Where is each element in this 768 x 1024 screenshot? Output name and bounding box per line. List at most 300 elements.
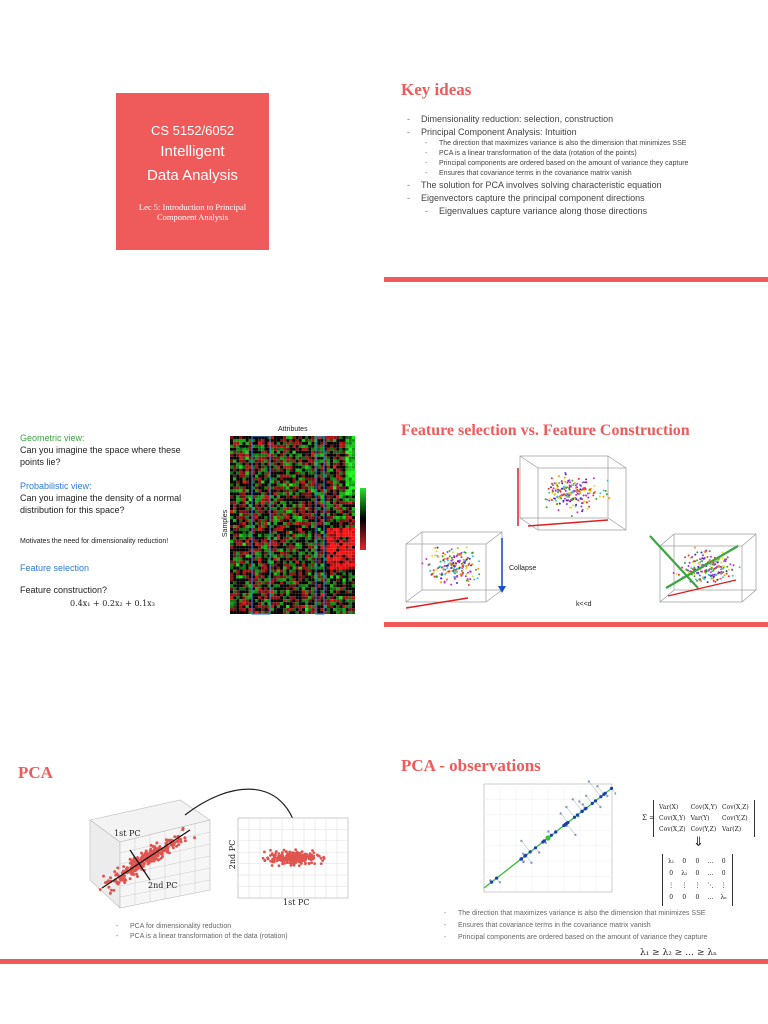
heatmap-cell: [299, 448, 302, 451]
data-point: [434, 547, 436, 549]
heatmap-cell: [277, 611, 280, 614]
data-point: [262, 857, 265, 860]
heatmap-cell: [343, 469, 346, 472]
heatmap-cell: [339, 498, 342, 501]
heatmap-cell: [308, 454, 311, 457]
heatmap-cell: [305, 561, 308, 564]
heatmap-cell: [283, 448, 286, 451]
matrix-cell: …: [707, 894, 714, 901]
heatmap-cell: [330, 513, 333, 516]
heatmap-cell: [308, 475, 311, 478]
heatmap-cell: [286, 525, 289, 528]
data-point: [733, 564, 735, 566]
heatmap-cell: [318, 525, 321, 528]
heatmap-cell: [283, 581, 286, 584]
heatmap-cell: [246, 460, 249, 463]
heatmap-cell: [271, 581, 274, 584]
data-point: [173, 835, 176, 838]
heatmap-cell: [343, 463, 346, 466]
heatmap-cell: [274, 596, 277, 599]
heatmap-cell: [233, 555, 236, 558]
data-point: [592, 494, 594, 496]
data-point: [588, 780, 590, 782]
heatmap-cell: [327, 599, 330, 602]
heatmap-cell: [339, 436, 342, 439]
heatmap-cell: [311, 608, 314, 611]
heatmap-cell: [293, 599, 296, 602]
heatmap-cell: [230, 495, 233, 498]
heatmap-cell: [264, 596, 267, 599]
heatmap-cell: [264, 448, 267, 451]
heatmap-cell: [299, 463, 302, 466]
heatmap-cell: [280, 584, 283, 587]
data-point: [129, 877, 132, 880]
heatmap-cell: [346, 546, 349, 549]
projected-point: [591, 802, 594, 805]
heatmap-cell: [305, 519, 308, 522]
heatmap-cell: [352, 507, 355, 510]
heatmap-cell: [271, 584, 274, 587]
heatmap-cell: [274, 478, 277, 481]
heatmap-cell: [318, 534, 321, 537]
heatmap-cell: [321, 460, 324, 463]
heatmap-cell: [236, 460, 239, 463]
matrix-cell: Cov(X,Y): [659, 815, 686, 822]
heatmap-cell: [283, 605, 286, 608]
heatmap-cell: [299, 522, 302, 525]
matrix-cell: 0: [669, 894, 674, 901]
pca-bullets: [116, 922, 356, 942]
heatmap-cell: [321, 572, 324, 575]
heatmap-cell: [236, 578, 239, 581]
heatmap-cell: [243, 516, 246, 519]
heatmap-cell: [293, 504, 296, 507]
heatmap-cell: [293, 584, 296, 587]
data-point: [451, 566, 453, 568]
data-point: [566, 493, 568, 495]
data-point: [585, 795, 587, 797]
heatmap-cell: [321, 581, 324, 584]
heatmap-cell: [233, 531, 236, 534]
heatmap-cell: [349, 587, 352, 590]
heatmap-cell: [308, 528, 311, 531]
data-point: [182, 827, 185, 830]
data-point: [586, 508, 588, 510]
heatmap-cell: [349, 575, 352, 578]
data-point: [530, 862, 532, 864]
data-point: [446, 578, 448, 580]
heatmap-cell: [349, 486, 352, 489]
axis-2nd-pc: 2nd PC: [228, 839, 238, 870]
heatmap-cell: [283, 519, 286, 522]
heatmap-cell: [289, 540, 292, 543]
heatmap-cell: [280, 570, 283, 573]
heatmap-cell: [255, 528, 258, 531]
heatmap-cell: [299, 531, 302, 534]
heatmap-cell: [327, 602, 330, 605]
heatmap-cell: [299, 567, 302, 570]
heatmap-cell: [230, 611, 233, 614]
heatmap-cell: [327, 504, 330, 507]
heatmap-cell: [308, 460, 311, 463]
heatmap-cell: [271, 463, 274, 466]
heatmap-cell: [305, 564, 308, 567]
heatmap-cell: [246, 463, 249, 466]
heatmap-cell: [246, 516, 249, 519]
heatmap-cell: [349, 570, 352, 573]
heatmap-cell: [271, 436, 274, 439]
data-point: [459, 573, 461, 575]
heatmap-cell: [333, 445, 336, 448]
heatmap-cell: [352, 498, 355, 501]
heatmap-cell: [336, 445, 339, 448]
heatmap-cell: [305, 504, 308, 507]
heatmap-cell: [296, 528, 299, 531]
heatmap-cell: [311, 599, 314, 602]
matrix-cell: ⋱: [707, 882, 714, 889]
heatmap-cell: [246, 492, 249, 495]
data-point: [728, 575, 730, 577]
heatmap-cell: [308, 489, 311, 492]
heatmap-cell: [339, 472, 342, 475]
heatmap-cell: [258, 513, 261, 516]
heatmap-cell: [311, 567, 314, 570]
heatmap-cell: [280, 602, 283, 605]
heatmap-cell: [280, 457, 283, 460]
data-point: [571, 515, 573, 517]
heatmap-cell: [239, 522, 242, 525]
heatmap-cell: [311, 489, 314, 492]
heatmap-cell: [274, 555, 277, 558]
heatmap-cell: [236, 596, 239, 599]
heatmap-cell: [264, 584, 267, 587]
data-point: [547, 830, 549, 832]
heatmap-cell: [308, 463, 311, 466]
heatmap-cell: [261, 605, 264, 608]
heatmap-cell: [330, 587, 333, 590]
heatmap-cell: [264, 608, 267, 611]
heatmap-cell: [230, 540, 233, 543]
heatmap-cell: [243, 558, 246, 561]
heatmap-cell: [333, 590, 336, 593]
heatmap-cell: [333, 483, 336, 486]
heatmap-cell: [233, 489, 236, 492]
data-point: [311, 849, 314, 852]
heatmap-cell: [258, 489, 261, 492]
heatmap-cell: [283, 489, 286, 492]
heatmap-cell: [336, 501, 339, 504]
heatmap-cell: [261, 445, 264, 448]
heatmap-cell: [271, 570, 274, 573]
heatmap-cell: [296, 581, 299, 584]
heatmap-cell: [274, 602, 277, 605]
data-point: [599, 495, 601, 497]
heatmap-cell: [299, 578, 302, 581]
heatmap-cell: [246, 525, 249, 528]
data-point: [673, 572, 675, 574]
heatmap-cell: [296, 546, 299, 549]
heatmap-cell: [243, 448, 246, 451]
heatmap-cell: [330, 552, 333, 555]
heatmap-cell: [280, 543, 283, 546]
heatmap-cell: [327, 498, 330, 501]
heatmap-cell: [330, 448, 333, 451]
heatmap-cell: [289, 575, 292, 578]
heatmap-cell: [286, 564, 289, 567]
heatmap-cell: [271, 602, 274, 605]
heatmap-cell: [330, 460, 333, 463]
heatmap-cell: [293, 522, 296, 525]
heatmap-cell: [255, 483, 258, 486]
heatmap-cell: [246, 522, 249, 525]
heatmap-cell: [264, 483, 267, 486]
heatmap-cell: [274, 504, 277, 507]
heatmap-cell: [236, 558, 239, 561]
heatmap-cell: [255, 507, 258, 510]
heatmap-cell: [308, 507, 311, 510]
heatmap-cell: [246, 602, 249, 605]
heatmap-cell: [264, 501, 267, 504]
data-point: [589, 492, 591, 494]
heatmap-cell: [296, 522, 299, 525]
heatmap-cell: [302, 463, 305, 466]
heatmap-cell: [236, 540, 239, 543]
heatmap-cell: [343, 596, 346, 599]
heatmap-cell: [289, 558, 292, 561]
data-point: [107, 886, 110, 889]
heatmap-cell: [280, 501, 283, 504]
heatmap-cell: [246, 608, 249, 611]
heatmap-cell: [255, 457, 258, 460]
heatmap-cell: [283, 564, 286, 567]
data-point: [130, 873, 133, 876]
heatmap-cell: [336, 602, 339, 605]
heatmap-cell: [274, 457, 277, 460]
heatmap-cell: [277, 564, 280, 567]
data-point: [160, 857, 163, 860]
heatmap-cell: [311, 475, 314, 478]
heatmap-cell: [302, 528, 305, 531]
heatmap-cell: [321, 489, 324, 492]
heatmap-cell: [236, 498, 239, 501]
heatmap-cell: [239, 543, 242, 546]
heatmap-cell: [302, 572, 305, 575]
data-point: [308, 857, 311, 860]
heatmap-cell: [239, 498, 242, 501]
heatmap-cell: [243, 519, 246, 522]
heatmap-cell: [243, 593, 246, 596]
heatmap-cell: [296, 596, 299, 599]
heatmap-cell: [330, 596, 333, 599]
heatmap-cell: [271, 534, 274, 537]
projected-point: [565, 822, 568, 825]
heatmap-cell: [236, 581, 239, 584]
data-point: [558, 475, 560, 477]
heatmap-cell: [343, 519, 346, 522]
heatmap-cell: [305, 439, 308, 442]
heatmap-cell: [280, 510, 283, 513]
matrix-cell: λ₁: [668, 858, 675, 865]
heatmap-cell: [283, 522, 286, 525]
heatmap-cell: [274, 439, 277, 442]
heatmap-cell: [243, 469, 246, 472]
bullet: - The direction that maximizes variance is also the dimension that minimizes SSE: [444, 908, 764, 920]
heatmap-cell: [349, 519, 352, 522]
data-point: [447, 560, 449, 562]
heatmap-cell: [243, 605, 246, 608]
heatmap-cell: [336, 448, 339, 451]
heatmap-cell: [333, 528, 336, 531]
heatmap-cell: [296, 489, 299, 492]
heatmap-cell: [339, 451, 342, 454]
data-point: [166, 847, 169, 850]
heatmap-cell: [349, 522, 352, 525]
heatmap-cell: [336, 540, 339, 543]
data-point: [727, 556, 729, 558]
heatmap-cell: [302, 501, 305, 504]
heatmap-cell: [233, 478, 236, 481]
heatmap-cell: [236, 513, 239, 516]
heatmap-cell: [296, 513, 299, 516]
heatmap-cell: [271, 442, 274, 445]
data-point: [714, 581, 716, 583]
heatmap-cell: [258, 593, 261, 596]
heatmap-cell: [352, 445, 355, 448]
heatmap-cell: [339, 519, 342, 522]
heatmap-cell: [330, 501, 333, 504]
gene-expression-heatmap: [230, 436, 355, 616]
heatmap-cell: [289, 531, 292, 534]
heatmap-cell: [349, 543, 352, 546]
heatmap-cell: [318, 448, 321, 451]
heatmap-cell: [274, 454, 277, 457]
data-point: [719, 578, 721, 580]
heatmap-cell: [239, 567, 242, 570]
heatmap-cell: [327, 501, 330, 504]
heatmap-cell: [283, 552, 286, 555]
heatmap-cell: [246, 552, 249, 555]
heatmap-cell: [330, 510, 333, 513]
heatmap-cell: [318, 478, 321, 481]
heatmap-cell: [330, 457, 333, 460]
heatmap-cell: [280, 504, 283, 507]
heatmap-cell: [308, 593, 311, 596]
data-point: [154, 847, 157, 850]
heatmap-cell: [349, 463, 352, 466]
heatmap-cell: [293, 472, 296, 475]
data-point: [729, 563, 731, 565]
heatmap-cell: [327, 519, 330, 522]
data-point: [546, 506, 548, 508]
data-point: [722, 551, 724, 553]
data-point: [678, 574, 680, 576]
heatmap-cell: [277, 590, 280, 593]
data-point: [681, 567, 683, 569]
heatmap-cell: [246, 483, 249, 486]
heatmap-cell: [296, 525, 299, 528]
heatmap-cell: [280, 546, 283, 549]
heatmap-cell: [299, 519, 302, 522]
data-point: [583, 501, 585, 503]
data-point: [184, 839, 187, 842]
heatmap-cell: [318, 531, 321, 534]
heatmap-cell: [264, 570, 267, 573]
heatmap-cell: [286, 567, 289, 570]
heatmap-cell: [286, 599, 289, 602]
heatmap-cell: [233, 501, 236, 504]
heatmap-cell: [261, 519, 264, 522]
heatmap-cell: [352, 495, 355, 498]
heatmap-cell: [277, 531, 280, 534]
heatmap-cell: [318, 510, 321, 513]
heatmap-cell: [346, 513, 349, 516]
heatmap-cell: [299, 546, 302, 549]
heatmap-cell: [246, 611, 249, 614]
data-point: [441, 566, 443, 568]
heatmap-cell: [264, 513, 267, 516]
heatmap-cell: [233, 495, 236, 498]
heatmap-cell: [352, 534, 355, 537]
heatmap-cell: [327, 581, 330, 584]
matrix-cell: Var(Z): [722, 826, 742, 833]
heatmap-cell: [255, 469, 258, 472]
heatmap-cell: [258, 486, 261, 489]
heatmap-cell: [230, 522, 233, 525]
heatmap-cell: [283, 466, 286, 469]
heatmap-cell: [243, 510, 246, 513]
data-point: [289, 862, 292, 865]
data-point: [722, 571, 724, 573]
data-point: [731, 569, 733, 571]
heatmap-cell: [277, 489, 280, 492]
heatmap-cell: [321, 445, 324, 448]
heatmap-cell: [333, 605, 336, 608]
heatmap-cell: [246, 561, 249, 564]
data-point: [717, 579, 719, 581]
heatmap-cell: [293, 498, 296, 501]
heatmap-cell: [280, 489, 283, 492]
heatmap-cell: [346, 537, 349, 540]
heatmap-cell: [349, 475, 352, 478]
heatmap-cell: [330, 534, 333, 537]
matrix-cell: 0: [721, 858, 726, 865]
data-point: [472, 555, 474, 557]
heatmap-cell: [230, 567, 233, 570]
heatmap-cell: [321, 472, 324, 475]
heatmap-cell: [280, 593, 283, 596]
heatmap-cell: [286, 513, 289, 516]
heatmap-cell: [327, 537, 330, 540]
heatmap-cell: [264, 519, 267, 522]
heatmap-cell: [277, 540, 280, 543]
heatmap-cell: [236, 507, 239, 510]
heatmap-cell: [302, 445, 305, 448]
heatmap-cell: [311, 602, 314, 605]
slide-bottom-bar: [0, 959, 768, 964]
heatmap-cell: [346, 593, 349, 596]
heatmap-cell: [264, 498, 267, 501]
heatmap-cell: [311, 605, 314, 608]
heatmap-cell: [271, 555, 274, 558]
heatmap-cell: [299, 581, 302, 584]
heatmap-cell: [321, 528, 324, 531]
data-point: [571, 484, 573, 486]
heatmap-cell: [339, 549, 342, 552]
data-point: [548, 500, 550, 502]
heatmap-cell: [321, 483, 324, 486]
heatmap-cell: [349, 593, 352, 596]
heatmap-cell: [239, 495, 242, 498]
